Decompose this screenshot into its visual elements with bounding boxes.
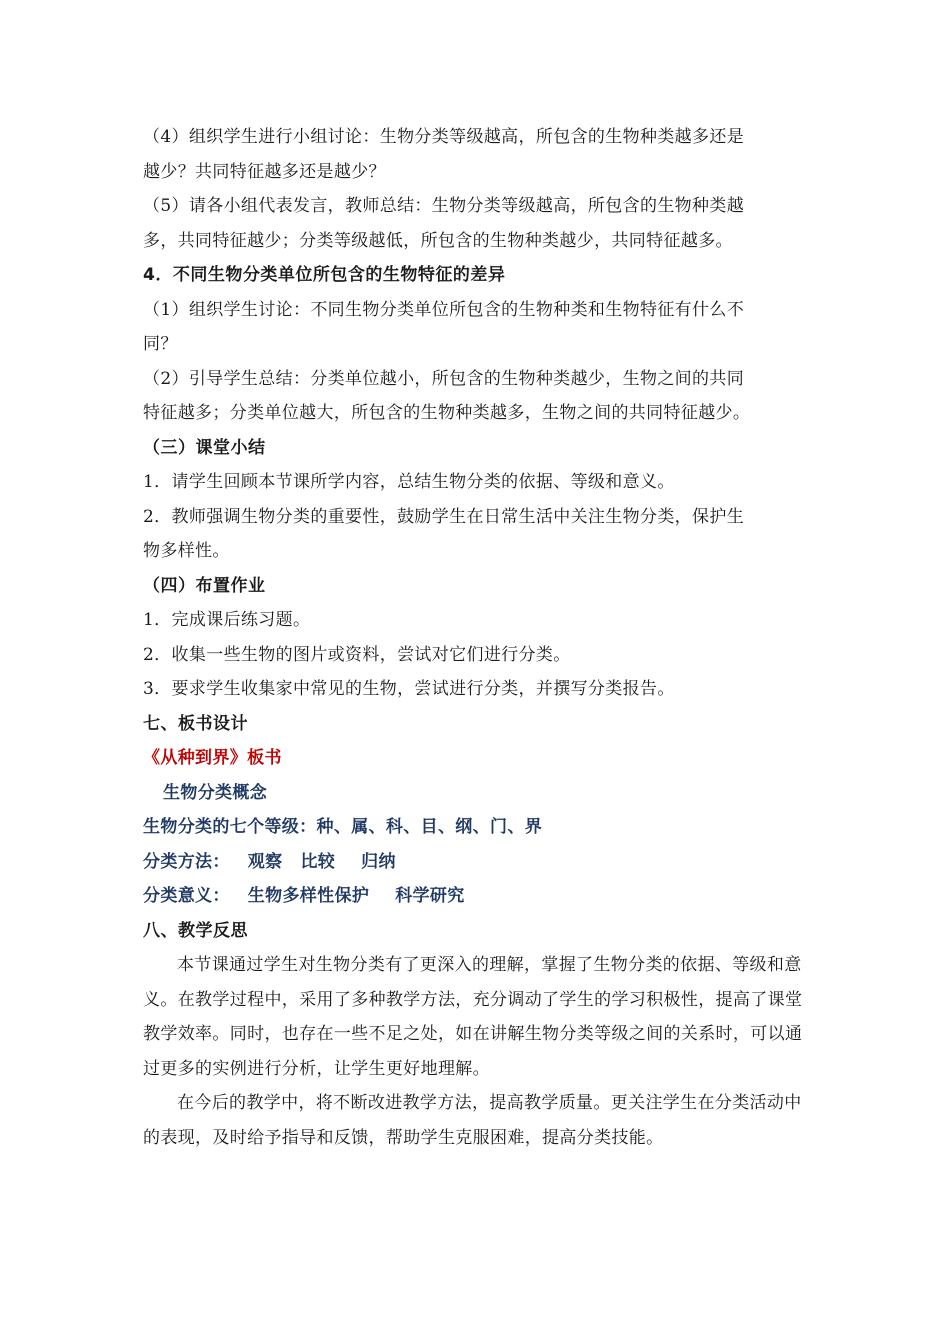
board-method-compare: 比较 (300, 851, 336, 872)
board-method-induce: 归纳 (361, 851, 396, 872)
summary-item-2-line-1: 2．教师强调生物分类的重要性，鼓励学生在日常生活中关注生物分类，保护生 (143, 506, 745, 527)
reflection-paragraph-2: 在今后的教学中，将不断改进教学方法，提高教学质量。更关注学生在分类活动中的表现，及时给予指导和反馈，帮助学生克服困难，提高分类技能。 (143, 1093, 802, 1148)
section-7-heading: 七、板书设计 (143, 713, 248, 734)
summary-heading: （三）课堂小结 (143, 437, 266, 458)
discuss-1-line-2: 同？ (143, 334, 178, 354)
homework-item-1: 1．完成课后练习题。 (143, 610, 311, 630)
board-meaning-research: 科学研究 (395, 886, 465, 906)
step-5-line-2: 多，共同特征越少；分类等级越低，所包含的生物种类越少，共同特征越多。 (143, 230, 733, 251)
section-8-heading: 八、教学反思 (143, 920, 248, 941)
board-meaning-label: 分类意义： (143, 886, 230, 906)
discuss-2-line-2: 特征越多；分类单位越大，所包含的生物种类越多，生物之间的共同特征越少。 (143, 403, 751, 423)
discuss-2-line-1: （2）引导学生总结：分类单位越小，所包含的生物种类越少，生物之间的共同 (143, 368, 745, 389)
summary-item-2-line-2: 物多样性。 (143, 541, 230, 561)
board-title: 《从种到界》板书 (143, 748, 282, 768)
homework-item-3: 3．要求学生收集家中常见的生物，尝试进行分类，并撰写分类报告。 (143, 679, 675, 699)
reflection-paragraph-1: 本节课通过学生对生物分类有了更深入的理解，掌握了生物分类的依据、等级和意义。在教学过程中，采用了多种教学方法，充分调动了学生的学习积极性，提高了课堂教学效率。同时，也存在一些不足之处，如在讲解生物分类等级之间的关系时，可以通过更多的实例进行分析，让学生更好地理解。 (143, 955, 803, 1079)
board-concept: 生物分类概念 (163, 782, 268, 803)
homework-item-2: 2．收集一些生物的图片或资料，尝试对它们进行分类。 (143, 644, 571, 665)
board-meaning-biodiversity: 生物多样性保护 (247, 886, 370, 906)
step-4-line-1: （4）组织学生进行小组讨论：生物分类等级越高，所包含的生物种类越多还是 (143, 127, 745, 147)
document-page (143, 120, 808, 1155)
step-4-line-2: 越少？共同特征越多还是越少？ (143, 161, 386, 182)
board-method-observe: 观察 (247, 851, 283, 872)
summary-item-1: 1．请学生回顾本节课所学内容，总结生物分类的依据、等级和意义。 (143, 472, 675, 492)
discuss-1-line-1: （1）组织学生讨论：不同生物分类单位所包含的生物种类和生物特征有什么不 (143, 299, 745, 320)
board-levels: 生物分类的七个等级：种、属、科、目、纲、门、界 (143, 817, 543, 837)
step-5-line-1: （5）请各小组代表发言，教师总结：生物分类等级越高，所包含的生物种类越 (143, 196, 745, 216)
board-methods-label: 分类方法： (143, 851, 230, 872)
board-meaning (143, 879, 808, 914)
heading-4: 4．不同生物分类单位所包含的生物特征的差异 (143, 265, 506, 285)
board-methods (143, 845, 808, 880)
homework-heading: （四）布置作业 (143, 575, 266, 596)
